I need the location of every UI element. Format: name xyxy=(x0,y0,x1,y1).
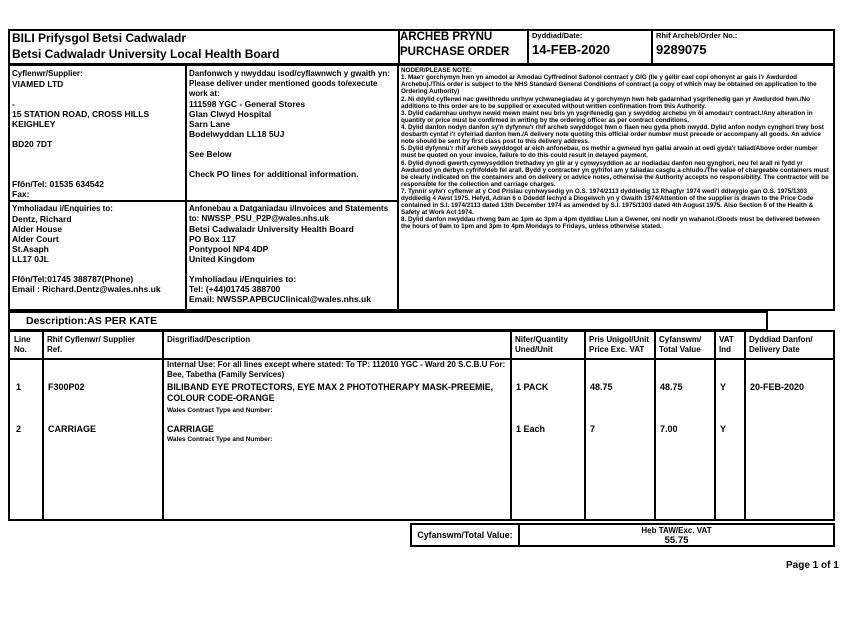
supplier-label: Cyflenwr/Supplier: xyxy=(12,69,83,78)
deliver-to-address-line: Glan Clwyd Hospital xyxy=(189,109,272,119)
notes-item: 7. Tynnir sylw'r cyflenwr at y Cod Prisiau cynhwysedig yn O.S. 1974/2113 dyddiedig 13 Rhagfyr 1974 wedi'i ddiwygio gan O.S. 1975/1303 dyddiedig 4 Awst 1975. Hefyd, Adran 6 o Ddeddf Iechyd a Diogelwch yn y Gwaith 1974/Attention of the supplier is drawn to the Price Code contained in S.I. 1974/2113 dated 13th December 1974 as amended by S.I. 1975/1303 dated 4th August 1975. Also Section 6 of the Health & Safety at Work Act 1974. xyxy=(401,187,814,216)
deliver-to-label-english: Please deliver under mentioned goods to/execute work at: xyxy=(189,79,378,98)
row-contract-note: Wales Contract Type and Number: xyxy=(167,407,273,414)
header-line-no: Line No. xyxy=(14,335,31,354)
deliver-to-address-line: Sarn Lane xyxy=(189,119,231,129)
doc-title-english: PURCHASE ORDER xyxy=(400,46,510,58)
enquiries-label: Ymholiadau i/Enquiries to: xyxy=(12,204,113,213)
order-number-value: 9289075 xyxy=(656,42,707,57)
order-number-label: Rhif Archeb/Order No.: xyxy=(656,31,738,40)
column-divider xyxy=(42,332,44,519)
header-delivery-date: Dyddiad Danfon/ Delivery Date xyxy=(749,335,813,354)
invoices-address-line: Pontypool NP4 4DP xyxy=(189,244,269,254)
notes-item: 4. Dylid danfon nodyn danfon sy'n dyfynnu'r rhif archeb swyddogol hwn o flaen neu gyda phob nwydd. Dylid anfon nodyn cynghori trwy bost dosbarth cyntaf i'r cyfeiriad danfon hwn./A delivery note quoting this official order number must precede or accompany all goods. An advice note should be sent by first class post to this delivery address. xyxy=(401,124,824,146)
row-internal-note: Internal Use: For all lines except where stated: To TP: 112010 YGC - Ward 20 S.C.B.U For: Bee, Tabetha (Family Services) xyxy=(167,360,506,379)
header-description: Disgrifiad/Description xyxy=(167,335,251,344)
column-divider xyxy=(162,332,164,519)
row-quantity: 1 PACK xyxy=(516,382,549,392)
date-label: Dyddiad/Date: xyxy=(532,31,583,40)
header-divider-3 xyxy=(651,29,653,66)
row-quantity: 1 Each xyxy=(516,424,546,434)
net-exc-vat-value: 55.75 xyxy=(664,535,689,546)
row-supplier-ref: CARRIAGE xyxy=(48,424,97,434)
invoices-tel: Tel: (+44)01745 388700 xyxy=(189,284,281,294)
enquiries-block xyxy=(12,204,180,294)
line-items-table xyxy=(8,330,835,521)
enquiries-contact-name: Dentz, Richard xyxy=(12,214,72,224)
supplier-address-line: - xyxy=(12,99,15,109)
column-divider xyxy=(714,332,716,519)
deliver-to-block xyxy=(189,69,395,179)
column-divider xyxy=(510,332,512,519)
page-number: Page 1 of 1 xyxy=(786,560,839,571)
row-delivery-date: 20-FEB-2020 xyxy=(750,382,805,392)
doc-title-welsh: ARCHEB PRYNU xyxy=(400,31,493,43)
row-vat: Y xyxy=(720,424,727,434)
row-vat: Y xyxy=(720,382,727,392)
header-vat-ind: VAT Ind xyxy=(719,335,734,354)
body-horizontal-divider xyxy=(8,200,399,202)
supplier-fax-label: Fax: xyxy=(12,189,30,199)
enquiries-email: Email : Richard.Dentz@wales.nhs.uk xyxy=(12,284,161,294)
net-exc-vat-label: Heb TAW/Exc. VAT xyxy=(641,526,712,535)
enquiries-postcode: LL17 0JL xyxy=(12,254,49,264)
header-quantity: Nifer/Quantity Uned/Unit xyxy=(515,335,568,354)
enquiries-address-line: Alder Court xyxy=(12,234,59,244)
header-unit-price: Pris Unigol/Unit Price Exc. VAT xyxy=(589,335,649,354)
invoices-address-line: PO Box 117 xyxy=(189,234,236,244)
terms-and-conditions-block xyxy=(401,68,831,231)
total-value-cell xyxy=(518,523,835,547)
notes-item: 2. Ni ddylid cyflenwi nac gweithredu unrhyw ychwanegiadau at y gorchymyn hwn heb gadarnhad ysgrifenedig gan yr Awdurdod hwn./No additions to this order are to be supplied or executed without written confirmation from this Authority. xyxy=(401,95,811,110)
description-bar: Description:AS PER KATE xyxy=(8,311,768,331)
supplier-block xyxy=(12,69,180,199)
supplier-address-line: 15 STATION ROAD, CROSS HILLS xyxy=(12,109,150,119)
notes-item: 5. Dylid dyfynnu'r rhif archeb swyddogol ar eich anfonebau, os methir a gwneud hyn gallai arwain at oedi gyda'r taliad/Above order number must be quoted on your invoice, failure to do this could result in delayed payment. xyxy=(401,145,818,160)
row-unit-price: 7 xyxy=(590,424,596,434)
column-divider xyxy=(584,332,586,519)
deliver-to-label-welsh: Danfonwch y nwyddau isod/cyflawnwch y gwaith yn: xyxy=(189,69,390,78)
invoices-email: Email: NWSSP.APBCUClinical@wales.nhs.uk xyxy=(189,294,371,304)
row-line-no: 1 xyxy=(16,382,22,392)
deliver-to-address-line: Bodelwyddan LL18 5UJ xyxy=(189,129,285,139)
total-value-label: Cyfanswm/Total Value: xyxy=(410,523,520,547)
notes-heading: NODER/PLEASE NOTE: xyxy=(401,67,473,74)
row-line-no: 2 xyxy=(16,424,22,434)
deliver-to-address-line: 111598 YGC - General Stores xyxy=(189,99,306,109)
enquiries-address-line: St.Asaph xyxy=(12,244,49,254)
check-po-lines-note: Check PO lines for additional information. xyxy=(189,169,359,179)
row-supplier-ref: F300P02 xyxy=(48,382,85,392)
supplier-address-line: KEIGHLEY xyxy=(12,119,56,129)
body-divider-1 xyxy=(185,66,187,311)
invoices-address-line: United Kingdom xyxy=(189,254,255,264)
supplier-postcode: BD20 7DT xyxy=(12,139,53,149)
row-unit-price: 48.75 xyxy=(590,382,613,392)
row-description: BILIBAND EYE PROTECTORS, EYE MAX 2 PHOTOTHERAPY MASK-PREEMIE, COLOUR CODE-ORANGE xyxy=(167,382,494,403)
notes-item: 1. Mae'r gorchymyn hwn yn amodol ar Amodau Cyffredinol Safonol contract y GIG (lle y gellir cael copi ohonynt ar gais i'r Awdurdod Archebu)./This order is subject to the NHS Standard General Conditions of contract (a copy of which may be obtained on application to the Ordering Authority) xyxy=(401,74,817,96)
org-name-english: Betsi Cadwaladr University Local Health Board xyxy=(12,47,280,61)
invoices-email-to: to: NWSSP_PSU_P2P@wales.nhs.uk xyxy=(189,214,329,223)
header-divider-2 xyxy=(527,29,529,66)
invoices-enquiries-label: Ymholiadau i/Enquiries to: xyxy=(189,274,297,284)
notes-item: 8. Dylid danfon nwyddau rhwng 9am ac 1pm ac 3pm a 4pm dyddiau Llun a Gwener, oni nodir yn wahanol./Goods must be delivered between the hours of 9am to 1pm and 3pm to 4pm Mondays to Fridays, unless otherwise stated. xyxy=(401,216,820,230)
row-description: CARRIAGE xyxy=(167,424,214,434)
header-supplier-ref: Rhif Cyflenwr/ Supplier Ref. xyxy=(47,335,136,354)
body-divider-2 xyxy=(397,66,399,311)
invoices-block xyxy=(189,204,395,304)
date-value: 14-FEB-2020 xyxy=(532,42,611,57)
row-contract-note: Wales Contract Type and Number: xyxy=(167,436,273,443)
column-divider xyxy=(744,332,746,519)
notes-item: 6. Dylid dynodi gwerth cynwysyddion trethadwy yn glir ar y cynwysyddion ac ar nodiadau danfon neu gynghori, neu fel arall ni fydd yr Awdurdod yn derbyn cyfrifoldeb fel arall. Bydd y contractwr yn gyfrifol am y taliadau casglu a chludo./The value of chargeable containers must be clearly indicated on the containers and on delivery or advice notes, otherwise the Authority accepts no responsibility. The contractor will be responsible for the collection and carriage charges. xyxy=(401,159,829,188)
org-name-welsh: BILI Prifysgol Betsi Cadwaladr xyxy=(12,31,187,45)
row-total: 48.75 xyxy=(660,382,683,392)
see-below-text: See Below xyxy=(189,149,232,159)
supplier-phone: Ffôn/Tel: 01535 634542 xyxy=(12,179,104,189)
enquiries-phone: Ffôn/Tel:01745 388787(Phone) xyxy=(12,274,134,284)
column-divider xyxy=(654,332,656,519)
enquiries-address-line: Alder House xyxy=(12,224,63,234)
header-total-value: Cyfanswm/ Total Value xyxy=(659,335,702,354)
row-total: 7.00 xyxy=(660,424,678,434)
invoices-address-line: Betsi Cadwaladr University Health Board xyxy=(189,224,354,234)
invoices-label: Anfonebau a Datganiadau i/Invoices and Statements xyxy=(189,204,389,213)
supplier-name: VIAMED LTD xyxy=(12,79,64,89)
notes-item: 3. Dylid cadarnhau unrhyw newid mewn maint neu bris yn ysgrifenedig gan y swyddog archebu yn ôl amodau'r contract./Any alteration in quantity or price must be confirmed in writing by the ordering officer as per contract conditions. xyxy=(401,109,813,124)
